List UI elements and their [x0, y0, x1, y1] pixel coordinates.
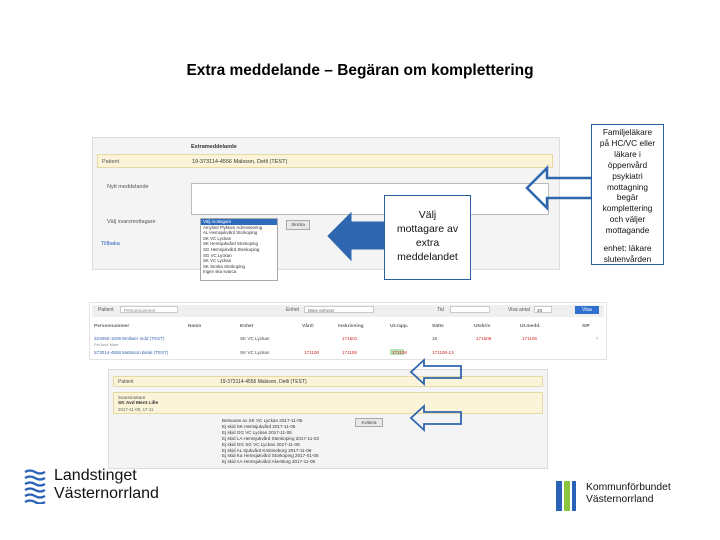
arrow-left-icon	[328, 213, 384, 260]
row-subtext: Fel Auct Moer	[94, 342, 119, 347]
kommunforbundet-line1: Kommunförbundet	[586, 482, 671, 493]
answer-status-line: Ej skid SK Hemsjukvård 2017-11-05	[222, 423, 296, 429]
cell-satts: 171106-13	[432, 350, 454, 355]
arrow-left-icon	[411, 360, 461, 384]
callout-line: extra	[415, 237, 440, 249]
kommunforbundet-name	[586, 482, 671, 506]
callout-line: enhet: läkare	[603, 243, 652, 254]
col-utmedd[interactable]: Ut.medd.	[520, 324, 541, 329]
callout-line: mottagning	[606, 181, 649, 192]
answer-status-line: Ej skid GG SG VC Lyckan 2017-11-08	[222, 441, 300, 447]
callout-line: psykiatri	[612, 170, 643, 181]
filter-tid-label: Tid	[437, 307, 444, 313]
callout-line: meddelandet	[397, 251, 458, 263]
message-label: Nytt meddelande	[107, 184, 149, 190]
answer-status-line: Ej skid AA Hemsjukvård Akerskog 2017-11-09	[222, 459, 316, 465]
row-arrow-icon[interactable]: ›	[596, 336, 598, 342]
kommunforbundet-logo	[556, 478, 706, 514]
landstinget-line2: Västernorrland	[54, 484, 159, 502]
col-enhet[interactable]: Enhet	[240, 324, 254, 329]
enhet-select-value: Mine enhcter	[308, 308, 335, 313]
cell-inskrivning: 171501	[342, 336, 358, 341]
cell-namn[interactable]: Mattsson Betal (TEST)	[122, 350, 169, 355]
cell-inskrivning: 171106	[342, 350, 357, 355]
col-satts[interactable]: Sätts	[432, 324, 444, 329]
callout-line: komplettering	[602, 203, 653, 214]
col-vard[interactable]: Vård:	[302, 324, 315, 329]
landstinget-logo	[24, 468, 194, 508]
answer-patient-value: 19-373114-4556 Malsson, Detli (TEST)	[220, 379, 307, 385]
recipient-label: Välj svarsmottagare	[107, 219, 156, 225]
cell-utrapp: 171106	[392, 350, 407, 355]
callout-line: mottagande	[605, 225, 650, 236]
recipient-option[interactable]: Ingen ska svarca	[203, 269, 237, 275]
filter-enhet-label: Enhet	[286, 307, 300, 313]
recipient-option[interactable]: SK VC Lyckan	[203, 235, 232, 241]
logo-bar-green	[564, 481, 570, 511]
landstinget-wave-icon	[24, 468, 46, 504]
answer-section-value: SK Avd Ment Lille	[118, 401, 159, 406]
cell-enhet: SK VC Lyckan	[240, 350, 270, 355]
slide-title: Extra meddelande – Begäran om komplettering	[186, 62, 534, 79]
cell-vard: 171106	[304, 350, 319, 355]
back-link[interactable]: Tillbaka	[101, 241, 120, 247]
landstinget-line1: Landstinget	[54, 467, 137, 484]
callout-select-recipient	[384, 195, 471, 280]
filter-patient-label: Patient	[98, 307, 114, 313]
callout-line: öppenvård	[607, 159, 648, 170]
visa-count-value: 20	[537, 308, 543, 313]
answer-status-line: Ej skid Ka Hemsjukvård Storkoping 2017-01-06	[222, 453, 319, 459]
cell-enhet: SK VC Lyckan	[240, 336, 270, 341]
answer-status-line: Ej skid AL Sjukvård Kristineborg 2017-11-06	[222, 447, 312, 453]
arrow-left-icon	[527, 168, 592, 208]
landstinget-name	[54, 467, 159, 502]
answer-section-date: 2017-11-09, 17-11	[118, 407, 154, 412]
cell-pnr[interactable]: 323050-1506	[94, 336, 122, 341]
callout-line: på HC/VC eller	[599, 137, 656, 148]
visa-button[interactable]: Visa	[575, 306, 599, 314]
callout-line: begär	[616, 192, 639, 203]
cell-namn[interactable]: Wollwer Indd (TEST)	[122, 336, 165, 341]
answer-status-line: Ej skid GG VC Lyckan 2017-11-06	[222, 429, 292, 435]
answer-status-line: Ej skid LA Hemsjukvård Stenkoping 2017-11-03	[222, 435, 319, 441]
col-namn[interactable]: Namn	[188, 324, 202, 329]
answer-patient-label: Patient	[118, 379, 134, 385]
callout-doctor-request	[591, 124, 664, 265]
col-utskriv[interactable]: Utskriv	[474, 324, 491, 329]
callout-line: mottagare av	[396, 223, 459, 235]
recipient-option[interactable]: AL Hemsjukvård Storkoping	[203, 230, 258, 236]
recipient-option[interactable]: SG VC Lyckan	[203, 252, 232, 258]
recipient-option[interactable]: SK Storka Storkoping	[203, 263, 245, 269]
logo-bar-blue	[556, 481, 562, 511]
kommunforbundet-line2: Västernorrland	[586, 494, 654, 505]
answer-status-line: Besvaras av SK VC Lyckan 2017-11-06	[222, 418, 303, 423]
send-button[interactable]: Skicka	[286, 220, 310, 230]
col-personnummer[interactable]: Personnummer	[94, 324, 130, 329]
callout-line: Familjeläkare	[602, 127, 653, 137]
cell-satts: 18	[432, 336, 438, 341]
recipient-option[interactable]: Amylind Flyktore Adresseering	[203, 224, 263, 230]
col-sip[interactable]: SIP	[582, 324, 590, 329]
filter-visa-label: Visa antal	[508, 307, 530, 313]
col-inskrivning[interactable]: Inskrivning	[338, 324, 364, 329]
patient-label: Patient	[102, 159, 120, 165]
cell-utmedd: 171106	[522, 336, 537, 341]
cell-utskriv: 171506	[476, 336, 492, 341]
recipient-option[interactable]: SK Hemsjukvård Storkoping	[203, 241, 258, 247]
callout-line: slutenvården	[603, 253, 652, 264]
cell-pnr[interactable]: 573014-4556	[94, 350, 122, 355]
recipient-option[interactable]: SK VC Lyckan	[203, 258, 232, 264]
patient-value: 19-373114-4556 Malsson, Detli (TEST)	[192, 159, 288, 165]
callout-line: Välj	[418, 209, 437, 221]
form-header: Extrameddelande	[191, 144, 237, 150]
personnummer-placeholder: Personnummer	[124, 308, 156, 313]
recipient-option[interactable]: SG Hemsjukvård Stenkoping	[203, 246, 260, 252]
arrow-left-icon	[411, 406, 461, 430]
recipient-option[interactable]: Välj mottagare	[201, 219, 277, 225]
col-utrapp[interactable]: Ut.rapp.	[390, 324, 409, 329]
callout-line: och väljer	[609, 214, 646, 225]
acknowledge-button[interactable]: Kvittera	[355, 418, 383, 427]
logo-bar-blue	[572, 481, 576, 511]
callout-line: läkare i	[614, 148, 641, 159]
answer-section-label: Svarsmottare	[118, 395, 146, 400]
